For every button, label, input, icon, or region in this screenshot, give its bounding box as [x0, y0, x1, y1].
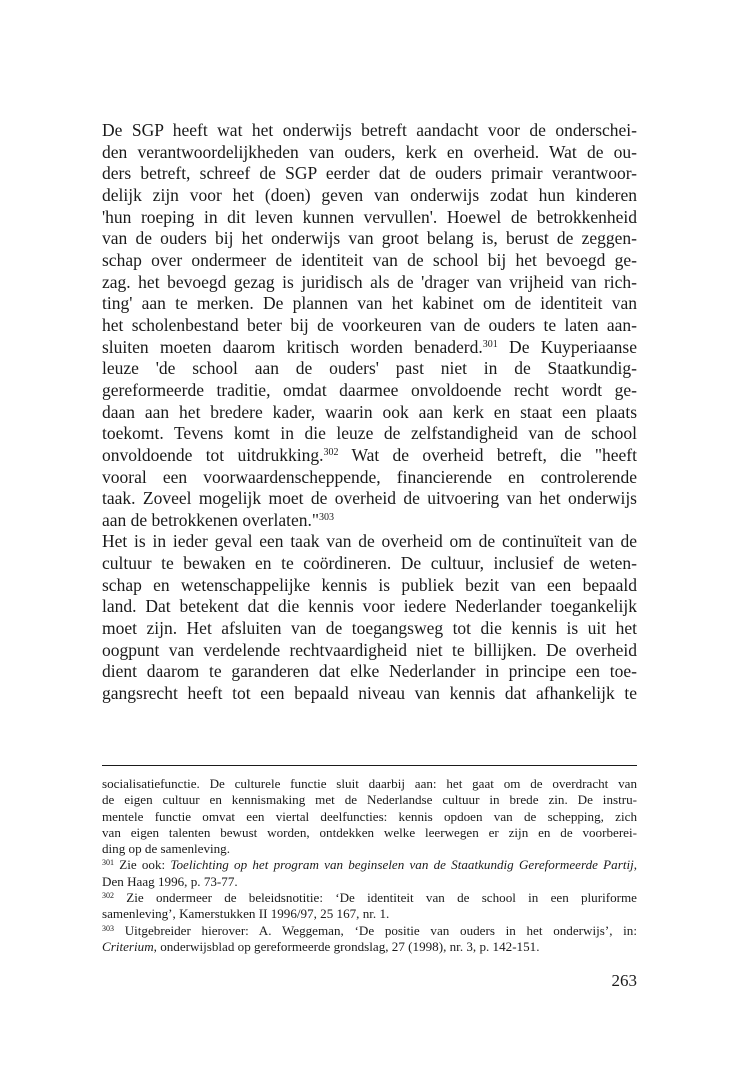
text-segment: onvoldoende tot uitdrukking. — [102, 444, 324, 465]
footnote-number: 303 — [102, 923, 114, 933]
footnote-number: 301 — [102, 858, 114, 868]
text-line: Het is in ieder geval een taak van de overheid om de continuïteit van de — [102, 531, 637, 552]
footnote-text: , onderwijsblad op gereformeerde grondslag, 27 (1998), nr. 3, p. 142-151. — [153, 938, 540, 954]
footnote-303-line2 — [102, 939, 637, 955]
text-line — [102, 445, 637, 467]
text-line: vooral een voorwaardenscheppende, financierende en controlerende — [102, 466, 637, 487]
text-line — [102, 510, 637, 532]
footnote-continuation-line: mentele functie omvat een viertal deelfuncties: kennis opdoen van de schepping, zich — [102, 808, 637, 824]
text-line — [102, 337, 637, 359]
text-line: cultuur te bewaken en te coördineren. De cultuur, inclusief de weten- — [102, 553, 637, 574]
text-line: delijk zijn voor het (doen) geven van onderwijs zodat hun kinderen — [102, 184, 637, 205]
text-line: toekomt. Tevens komt in die leuze de zelfstandigheid van de school — [102, 423, 637, 444]
text-segment: sluiten moeten daarom kritisch worden benaderd. — [102, 336, 483, 357]
footnote-continuation-line: ding op de samenleving. — [102, 841, 231, 857]
text-line: gereformeerde traditie, omdat daarmee onvoldoende recht wordt ge- — [102, 379, 637, 400]
footnote-text: Uitgebreider hierover: A. Weggeman, ‘De positie van ouders in het onderwijs’, in: — [114, 922, 637, 938]
text-segment: Wat de overheid betreft, die "heeft — [338, 444, 637, 465]
footnote-number: 302 — [102, 891, 114, 901]
text-line: ting' aan te merken. De plannen van het kabinet om de identiteit van — [102, 293, 637, 314]
footnote-ref-303: 303 — [319, 511, 335, 523]
text-segment: aan de betrokkenen overlaten." — [102, 509, 320, 530]
text-line: daan aan het bredere kader, waarin ook aan kerk en staat een plaats — [102, 401, 637, 422]
text-line: schap en wetenschappelijke kennis is publiek bezit van een bepaald — [102, 574, 637, 595]
footnotes — [102, 776, 637, 955]
footnote-303 — [102, 923, 637, 939]
text-line: schap over ondermeer de identiteit van de school bij het bevoegd ge- — [102, 249, 637, 270]
text-line: 'hun roeping in dit leven kunnen vervullen'. Hoewel de betrokkenheid — [102, 206, 637, 227]
footnote-journal: Criterium — [102, 938, 154, 954]
text-line: van de ouders bij het onderwijs van groot belang is, berust de zeggen- — [102, 228, 637, 249]
text-line: het scholenbestand beter bij de voorkeuren van de ouders te laten aan- — [102, 314, 637, 335]
footnote-text: Zie ondermeer de beleidsnotitie: ‘De identiteit van de school in een pluriforme — [114, 890, 637, 906]
footnote-ref-301: 301 — [482, 338, 498, 350]
text-line: De SGP heeft wat het onderwijs betreft aandacht voor de onderschei- — [102, 120, 637, 140]
text-line: leuze 'de school aan de ouders' past niet in de Staatkundig- — [102, 358, 637, 379]
text-line: dient daarom te garanderen dat elke Nederlander in principe een toe- — [102, 661, 637, 682]
text-line: gangsrecht heeft tot een bepaald niveau van kennis dat afhankelijk te — [102, 683, 637, 704]
footnote-301 — [102, 857, 637, 873]
text-line: den verantwoordelijkheden van ouders, kerk en overheid. Wat de ou- — [102, 141, 637, 162]
footnote-text: Zie ook: — [114, 857, 171, 873]
text-line: moet zijn. Het afsluiten van de toegangsweg tot die kennis is uit het — [102, 618, 637, 639]
text-line: land. Dat betekent dat die kennis voor iedere Nederlander toegankelijk — [102, 596, 637, 617]
footnote-301-line2: Den Haag 1996, p. 73-77. — [102, 873, 238, 889]
footnote-ref-302: 302 — [323, 446, 339, 458]
footnote-continuation-line: socialisatiefunctie. De culturele functie sluit daarbij aan: het gaat om de overdracht van — [102, 776, 637, 791]
text-segment: De Kuyperiaanse — [497, 336, 637, 357]
footnote-302-line2: samenleving’, Kamerstukken II 1996/97, 25 167, nr. 1. — [102, 906, 390, 922]
text-line: taak. Zoveel mogelijk moet de overheid de uitvoering van het onderwijs — [102, 488, 637, 509]
text-line: ders betreft, schreef de SGP eerder dat de ouders primair verantwoor- — [102, 163, 637, 184]
footnote-title: Toelichting op het program van beginselen van de Staatkundig Gereformeerde Partij — [170, 857, 634, 873]
footnote-302 — [102, 890, 637, 906]
footnote-continuation-line: de eigen cultuur en kennismaking met de Nederlandse cultuur in brede zin. De instru- — [102, 792, 637, 808]
footnote-text: , — [633, 857, 638, 873]
main-text — [102, 120, 637, 705]
page-number: 263 — [611, 971, 637, 990]
footnote-divider — [102, 765, 637, 766]
text-line: zag. het bevoegd gezag is juridisch als de 'drager van vrijheid van rich- — [102, 271, 637, 292]
footnote-continuation-line: van eigen talenten bewust worden, ontdekken welke leerwegen er zijn en de voorberei- — [102, 824, 637, 840]
text-line: oogpunt van verdelende rechtvaardigheid niet te billijken. De overheid — [102, 639, 637, 660]
